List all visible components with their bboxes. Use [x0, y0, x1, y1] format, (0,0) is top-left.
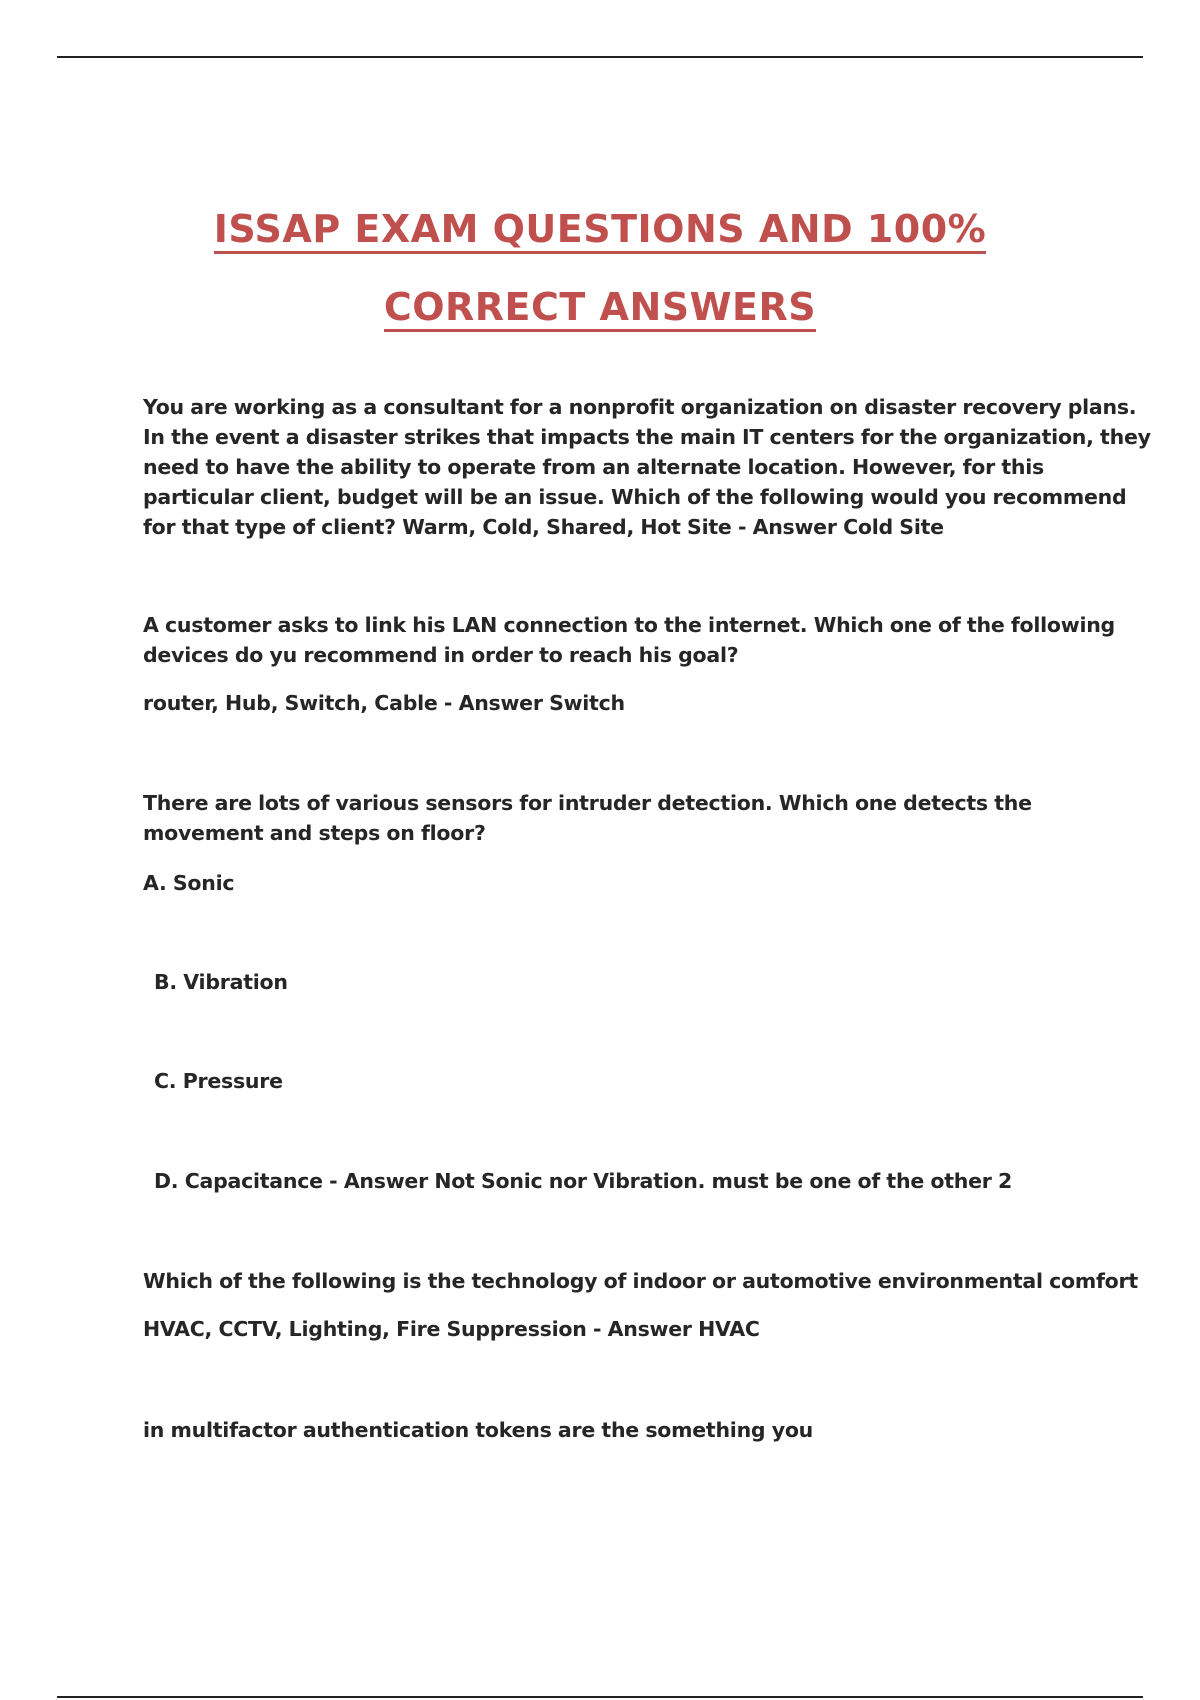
question-2-options: router, Hub, Switch, Cable - Answer Switch — [143, 691, 625, 715]
question-4-options: HVAC, CCTV, Lighting, Fire Suppression - Answer HVAC — [143, 1317, 760, 1341]
question-2-line: A customer asks to link his LAN connection to the internet. Which one of the following — [143, 613, 1115, 637]
question-1-line: You are working as a consultant for a nonprofit organization on disaster recovery plans. — [143, 395, 1137, 419]
question-3-option-b: B. Vibration — [154, 970, 288, 994]
question-1-line: need to have the ability to operate from an alternate location. However, for this — [143, 455, 1044, 479]
question-3-option-d: D. Capacitance - Answer Not Sonic nor Vibration. must be one of the other 2 — [154, 1169, 1013, 1193]
question-3-line: movement and steps on floor? — [143, 821, 486, 845]
document-title — [0, 196, 1200, 352]
question-5: in multifactor authentication tokens are the something you — [143, 1418, 814, 1442]
top-rule — [57, 56, 1143, 58]
bottom-rule — [57, 1696, 1143, 1698]
question-1 — [143, 392, 1151, 542]
question-3 — [143, 788, 1103, 848]
question-1-line: In the event a disaster strikes that impacts the main IT centers for the organization, they — [143, 425, 1151, 449]
question-1-line: for that type of client? Warm, Cold, Shared, Hot Site - Answer Cold Site — [143, 515, 944, 539]
question-3-line: There are lots of various sensors for intruder detection. Which one detects the — [143, 791, 1032, 815]
title-line-1: ISSAP EXAM QUESTIONS AND 100% — [214, 207, 987, 254]
question-2-line: devices do yu recommend in order to reach his goal? — [143, 643, 739, 667]
question-2 — [143, 610, 1115, 670]
question-1-line: particular client, budget will be an issue. Which of the following would you recommend — [143, 485, 1127, 509]
question-3-option-c: C. Pressure — [154, 1069, 283, 1093]
question-4: Which of the following is the technology of indoor or automotive environmental comfort — [143, 1269, 1138, 1293]
question-3-option-a: A. Sonic — [143, 871, 235, 895]
title-line-2: CORRECT ANSWERS — [384, 285, 816, 332]
